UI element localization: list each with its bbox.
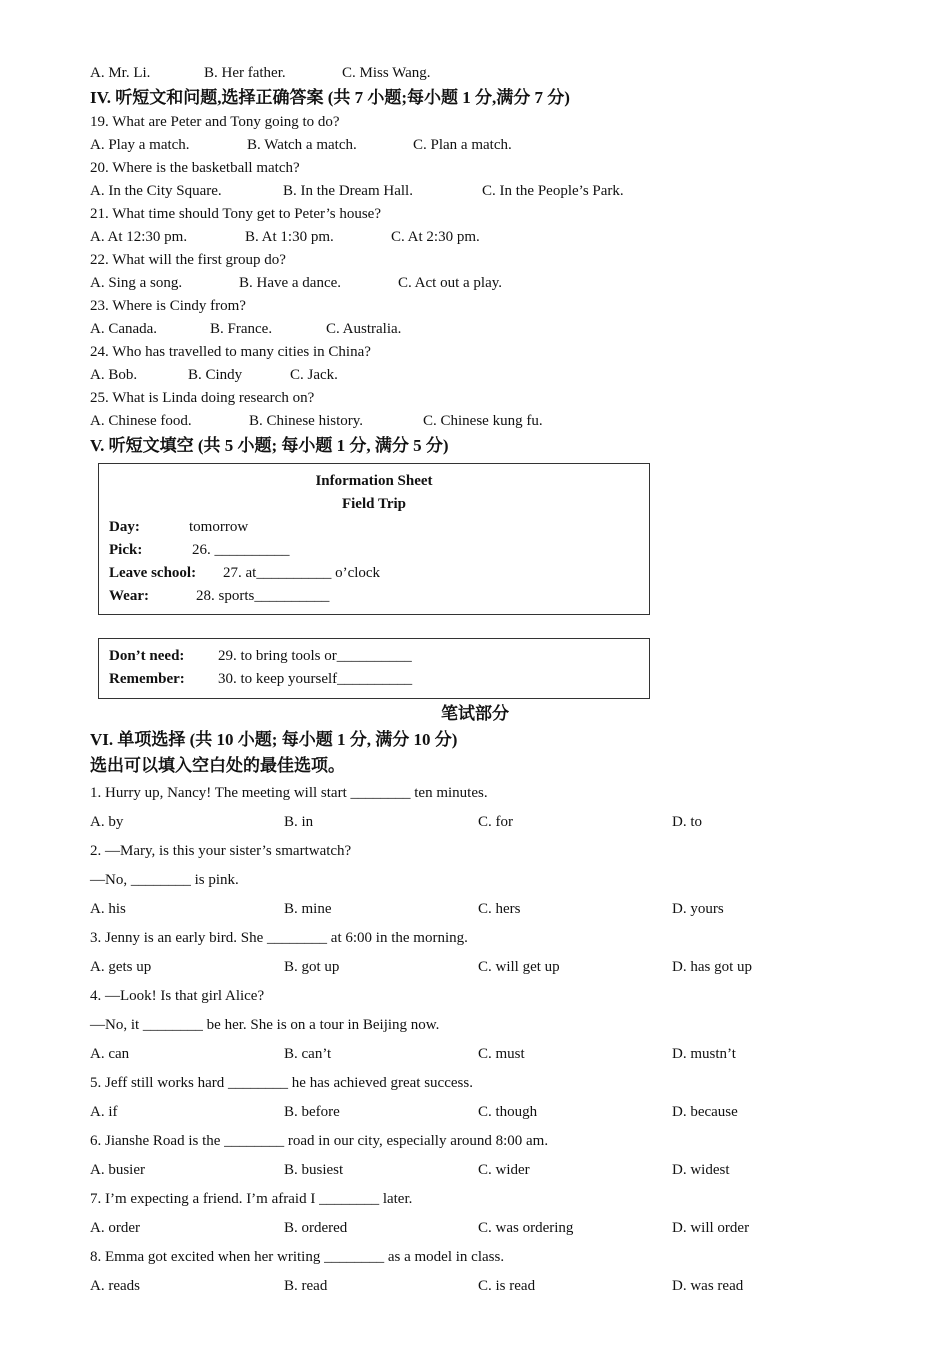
row-value: 30. to keep yourself__________ — [218, 671, 413, 687]
option-a: A. busier — [90, 1162, 145, 1178]
question-23: 23. Where is Cindy from? — [90, 298, 246, 314]
section4-questions — [90, 111, 870, 433]
section6-heading: VI. 单项选择 (共 10 小题; 每小题 1 分, 满分 10 分) — [90, 730, 458, 749]
option-b: B. Cindy — [188, 367, 243, 383]
mc-question-2-reply: —No, ________ is pink. — [90, 872, 239, 888]
option-c: C. In the People’s Park. — [482, 183, 624, 199]
question-19-options — [90, 134, 870, 157]
question-19: 19. What are Peter and Tony going to do? — [90, 114, 340, 130]
q18-option-c: C. Miss Wang. — [342, 65, 431, 81]
option-c: C. At 2:30 pm. — [391, 229, 480, 245]
option-d: D. mustn’t — [672, 1046, 736, 1062]
sheet-row-dont-need — [109, 645, 639, 668]
question-22-options — [90, 272, 870, 295]
mc-question-4-options — [90, 1040, 870, 1069]
option-b: B. busiest — [284, 1162, 344, 1178]
mc-question-8: 8. Emma got excited when her writing ________ as a model in class. — [90, 1249, 505, 1265]
option-c: C. is read — [478, 1278, 536, 1294]
option-a: A. by — [90, 814, 124, 830]
sheet-title: Information Sheet — [315, 473, 433, 489]
row-label: Day: — [109, 519, 140, 535]
option-a: A. At 12:30 pm. — [90, 229, 188, 245]
option-c: C. must — [478, 1046, 525, 1062]
option-a: A. reads — [90, 1278, 140, 1294]
row-value: 27. at__________ o’clock — [223, 565, 381, 581]
sheet-subtitle: Field Trip — [341, 496, 407, 512]
mc-question-4: 4. —Look! Is that girl Alice? — [90, 988, 265, 1004]
option-c: C. Act out a play. — [398, 275, 503, 291]
option-a: A. Canada. — [90, 321, 158, 337]
option-b: B. mine — [284, 901, 332, 917]
mc-question-3: 3. Jenny is an early bird. She ________ at 6:00 in the morning. — [90, 930, 468, 946]
row-value: tomorrow — [189, 519, 249, 535]
q18-options — [90, 62, 870, 85]
mc-question-7: 7. I’m expecting a friend. I’m afraid I ________ later. — [90, 1191, 413, 1207]
option-c: C. hers — [478, 901, 521, 917]
option-b: B. ordered — [284, 1220, 348, 1236]
section5-heading: V. 听短文填空 (共 5 小题; 每小题 1 分, 满分 5 分) — [90, 436, 449, 455]
option-b: B. can’t — [284, 1046, 332, 1062]
information-sheet-box — [98, 463, 650, 615]
option-d: D. to — [672, 814, 702, 830]
option-d: D. widest — [672, 1162, 730, 1178]
section6-questions — [90, 779, 870, 1301]
question-25-options — [90, 410, 870, 433]
question-22: 22. What will the first group do? — [90, 252, 286, 268]
question-24: 24. Who has travelled to many cities in China? — [90, 344, 371, 360]
row-label: Don’t need: — [109, 648, 185, 664]
option-b: B. Chinese history. — [249, 413, 364, 429]
option-b: B. got up — [284, 959, 340, 975]
q18-option-a: A. Mr. Li. — [90, 65, 151, 81]
option-a: A. In the City Square. — [90, 183, 222, 199]
mc-question-6: 6. Jianshe Road is the ________ road in our city, especially around 8:00 am. — [90, 1133, 549, 1149]
option-a: A. Bob. — [90, 367, 138, 383]
option-b: B. read — [284, 1278, 328, 1294]
option-a: A. Chinese food. — [90, 413, 192, 429]
row-value: 26. __________ — [192, 542, 290, 558]
exam-page — [90, 62, 870, 1301]
sheet-row-pick — [109, 539, 639, 562]
option-c: C. Chinese kung fu. — [423, 413, 543, 429]
option-d: D. because — [672, 1104, 738, 1120]
option-d: D. yours — [672, 901, 724, 917]
question-24-options — [90, 364, 870, 387]
option-b: B. Have a dance. — [239, 275, 342, 291]
option-c: C. Australia. — [326, 321, 402, 337]
option-a: A. if — [90, 1104, 118, 1120]
mc-question-5-options — [90, 1098, 870, 1127]
written-part-title: 笔试部分 — [441, 704, 509, 723]
question-21-options — [90, 226, 870, 249]
row-label: Leave school: — [109, 565, 197, 581]
option-a: A. Play a match. — [90, 137, 190, 153]
row-value: 29. to bring tools or__________ — [218, 648, 412, 664]
question-20-options — [90, 180, 870, 203]
sheet-row-remember — [109, 668, 639, 691]
option-b: B. France. — [210, 321, 273, 337]
question-21: 21. What time should Tony get to Peter’s house? — [90, 206, 381, 222]
option-b: B. In the Dream Hall. — [283, 183, 413, 199]
mc-question-3-options — [90, 953, 870, 982]
option-c: C. though — [478, 1104, 538, 1120]
option-b: B. before — [284, 1104, 340, 1120]
option-b: B. in — [284, 814, 314, 830]
row-label: Pick: — [109, 542, 143, 558]
option-a: A. can — [90, 1046, 130, 1062]
row-value: 28. sports__________ — [196, 588, 330, 604]
option-a: A. his — [90, 901, 126, 917]
information-sheet-box-2 — [98, 638, 650, 699]
mc-question-1: 1. Hurry up, Nancy! The meeting will start ________ ten minutes. — [90, 785, 488, 801]
option-c: C. for — [478, 814, 513, 830]
section4-heading: IV. 听短文和问题,选择正确答案 (共 7 小题;每小题 1 分,满分 7 分) — [90, 88, 570, 107]
mc-question-2: 2. —Mary, is this your sister’s smartwatch? — [90, 843, 352, 859]
option-d: D. will order — [672, 1220, 750, 1236]
option-a: A. gets up — [90, 959, 152, 975]
sheet-row-leave-school — [109, 562, 639, 585]
mc-question-1-options — [90, 808, 870, 837]
option-b: B. At 1:30 pm. — [245, 229, 334, 245]
mc-question-2-options — [90, 895, 870, 924]
option-c: C. will get up — [478, 959, 560, 975]
sheet-row-day — [109, 516, 639, 539]
question-20: 20. Where is the basketball match? — [90, 160, 300, 176]
row-label: Remember: — [109, 671, 185, 687]
option-d: D. has got up — [672, 959, 752, 975]
option-c: C. was ordering — [478, 1220, 574, 1236]
option-b: B. Watch a match. — [247, 137, 357, 153]
row-label: Wear: — [109, 588, 149, 604]
section6-instruction: 选出可以填入空白处的最佳选项。 — [90, 756, 345, 775]
q18-option-b: B. Her father. — [204, 65, 286, 81]
mc-question-6-options — [90, 1156, 870, 1185]
question-23-options — [90, 318, 870, 341]
question-25: 25. What is Linda doing research on? — [90, 390, 315, 406]
mc-question-7-options — [90, 1214, 870, 1243]
mc-question-5: 5. Jeff still works hard ________ he has achieved great success. — [90, 1075, 473, 1091]
option-c: C. Plan a match. — [413, 137, 512, 153]
option-d: D. was read — [672, 1278, 744, 1294]
option-a: A. Sing a song. — [90, 275, 183, 291]
option-c: C. wider — [478, 1162, 530, 1178]
option-c: C. Jack. — [290, 367, 338, 383]
mc-question-8-options — [90, 1272, 870, 1301]
option-a: A. order — [90, 1220, 140, 1236]
sheet-row-wear — [109, 585, 639, 608]
mc-question-4-reply: —No, it ________ be her. She is on a tour in Beijing now. — [90, 1017, 440, 1033]
